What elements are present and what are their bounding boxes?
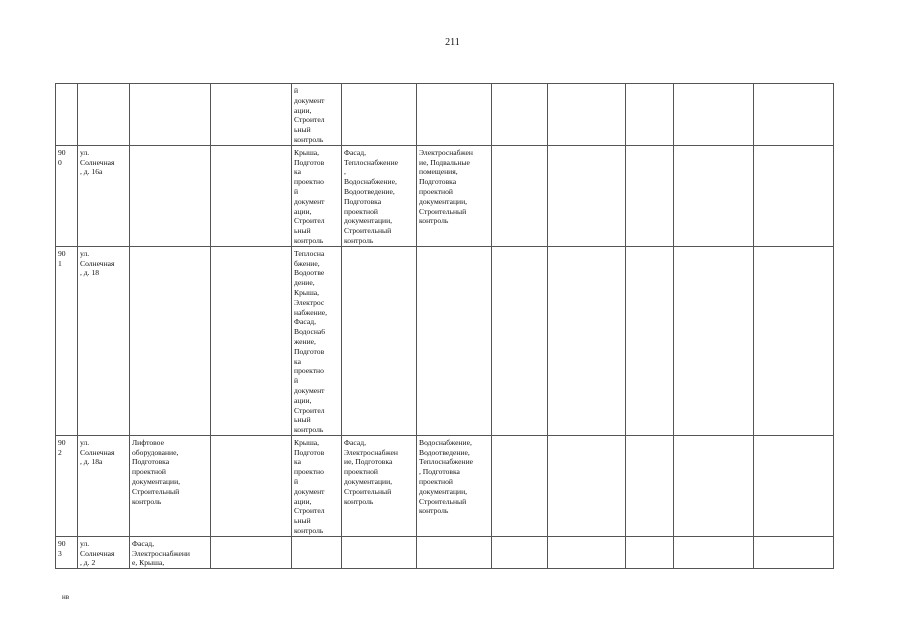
table-cell: [211, 84, 292, 146]
cell-text: Крыша, Подготов ка проектно й документ ации, Строител ьный контроль: [294, 147, 325, 245]
table-cell: [342, 246, 417, 435]
cell-text: Фасад, Теплоснабжение , Водоснабжение, Водоотведение, Подготовка проектной документации, Строительный контроль: [344, 147, 399, 245]
table-cell: [342, 435, 417, 536]
table-cell: [626, 84, 674, 146]
table-cell: [292, 536, 342, 568]
table-cell: [130, 246, 211, 435]
table-row: [56, 246, 834, 435]
table-cell: [417, 246, 492, 435]
table-cell: [211, 435, 292, 536]
cell-text: 90 3: [58, 538, 66, 558]
table-cell: [211, 246, 292, 435]
cell-text: 90 1: [58, 248, 66, 268]
table-cell: [674, 145, 754, 246]
cell-text: Фасад, Электроснабжени е, Крыша,: [132, 538, 190, 568]
table-row: [56, 536, 834, 568]
table-cell: [292, 246, 342, 435]
table-cell: [292, 435, 342, 536]
table-cell: [492, 536, 548, 568]
table-cell: [626, 536, 674, 568]
table-cell: [342, 145, 417, 246]
table-cell: [78, 536, 130, 568]
table-cell: [78, 84, 130, 146]
page-number: 211: [445, 37, 460, 48]
cell-text: Крыша, Подготов ка проектно й документ ации, Строител ьный контроль: [294, 437, 325, 536]
table-cell: [342, 536, 417, 568]
table-cell: [626, 246, 674, 435]
table-cell: [130, 435, 211, 536]
works-table: [55, 83, 834, 569]
table-row: [56, 145, 834, 246]
cell-text: ул. Солнечная , д. 18: [80, 248, 115, 278]
cell-text: ул. Солнечная , д. 2: [80, 538, 115, 568]
table-cell: [78, 145, 130, 246]
table-cell: [211, 145, 292, 246]
table-cell: [56, 145, 78, 246]
cell-text: Теплосна бжение, Водоотве дение, Крыша, Электрос набжение, Фасад, Водосна6 жение, Подготов ка проектно й документ ации, Строител ьный контроль: [294, 248, 328, 435]
table-cell: [754, 84, 834, 146]
table-cell: [342, 84, 417, 146]
table-cell: [130, 145, 211, 246]
table-cell: [626, 145, 674, 246]
cell-text: ул. Солнечная , д. 18а: [80, 437, 115, 467]
table-body: [56, 84, 834, 569]
table-cell: [417, 84, 492, 146]
table-cell: [417, 536, 492, 568]
footer-mark: нв: [62, 593, 70, 601]
table-row: [56, 84, 834, 146]
cell-text: Лифтовое оборудование, Подготовка проектной документации, Строительный контроль: [132, 437, 181, 506]
table-cell: [492, 246, 548, 435]
table-cell: [492, 435, 548, 536]
table-cell: [754, 536, 834, 568]
cell-text: 90 0: [58, 147, 66, 167]
table-cell: [292, 84, 342, 146]
table-cell: [417, 145, 492, 246]
table-cell: [674, 536, 754, 568]
table-cell: [754, 246, 834, 435]
table-cell: [130, 84, 211, 146]
cell-text: Водоснабжение, Водоотведение, Теплоснабжение , Подготовка проектной документации, Строительный контроль: [419, 437, 474, 516]
table-cell: [492, 145, 548, 246]
table-cell: [548, 145, 626, 246]
table-cell: [674, 435, 754, 536]
table-cell: [56, 84, 78, 146]
cell-text: ул. Солнечная , д. 16а: [80, 147, 115, 177]
table-cell: [548, 536, 626, 568]
table-cell: [417, 435, 492, 536]
table-cell: [211, 536, 292, 568]
table-cell: [754, 145, 834, 246]
table-cell: [548, 435, 626, 536]
table-cell: [292, 145, 342, 246]
table-cell: [78, 246, 130, 435]
table-cell: [130, 536, 211, 568]
table-cell: [56, 435, 78, 536]
cell-text: Фасад, Электроснабжен ие, Подготовка проектной документации, Строительный контроль: [344, 437, 398, 506]
table-cell: [492, 84, 548, 146]
table-cell: [56, 536, 78, 568]
cell-text: й документ ации, Строител ьный контроль: [294, 86, 325, 144]
table-cell: [674, 246, 754, 435]
table-cell: [626, 435, 674, 536]
table-row: [56, 435, 834, 536]
table-cell: [78, 435, 130, 536]
table-cell: [674, 84, 754, 146]
cell-text: 90 2: [58, 437, 66, 457]
cell-text: Электроснабжен ие, Подвальные помещения, Подготовка проектной документации, Строительный контроль: [419, 147, 473, 226]
table-cell: [754, 435, 834, 536]
table-cell: [548, 84, 626, 146]
table-cell: [56, 246, 78, 435]
table-cell: [548, 246, 626, 435]
